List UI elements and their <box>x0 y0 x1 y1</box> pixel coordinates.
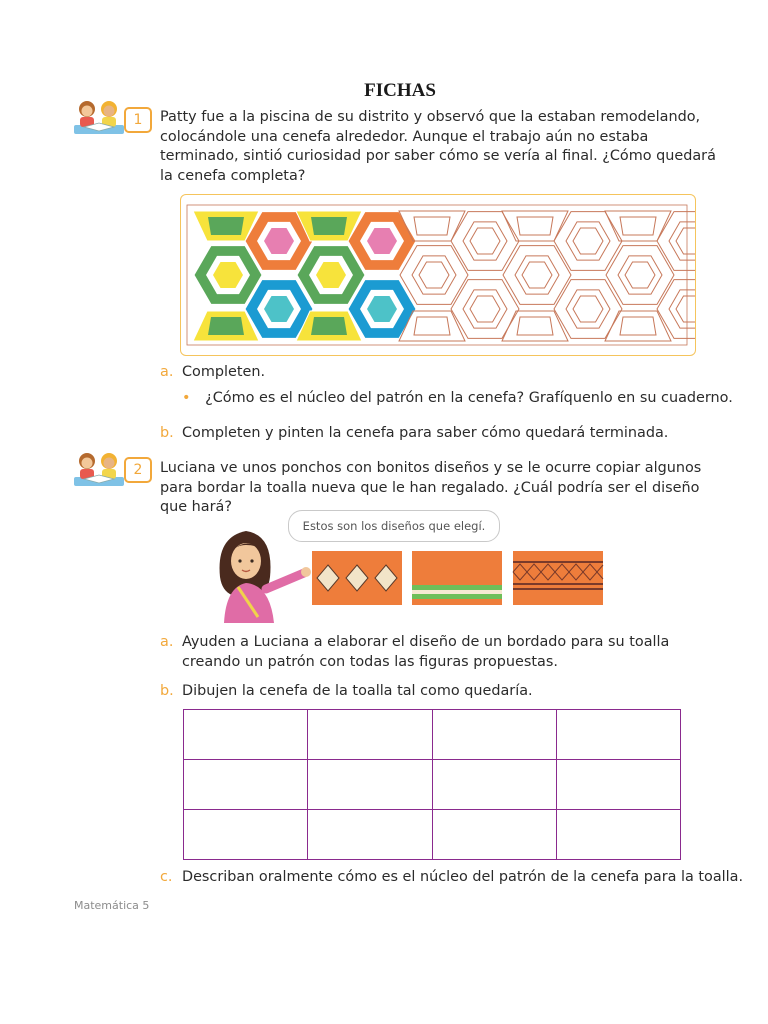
hexagon <box>451 280 519 339</box>
trapezoid-inner <box>414 217 450 235</box>
problem1-statement: Patty fue a la piscina de su distrito y observó que la estaban remodelando, colocándole una cenefa alrededor. Aunque el trabajo aún no estaba terminado, sintió curiosidad por saber cómo se vería al final. ¿Cómo quedará la cenefa completa? <box>160 109 716 184</box>
bullet-icon: • <box>182 390 191 406</box>
trapezoid-inner <box>208 317 244 335</box>
hexagon-center <box>419 262 449 288</box>
hexagon-center <box>522 262 552 288</box>
pool-border-pattern <box>180 194 696 356</box>
hexagon <box>606 246 674 305</box>
grid-row <box>184 710 681 760</box>
grid-cell[interactable] <box>432 810 556 860</box>
trapezoid-inner <box>517 217 553 235</box>
trapezoid-inner <box>620 317 656 335</box>
item-letter: a. <box>160 634 174 650</box>
grid-row <box>184 810 681 860</box>
hexagon <box>554 280 622 339</box>
children-reading-icon <box>72 97 126 137</box>
item-1b <box>160 424 668 444</box>
item-1a-bullet <box>182 389 733 409</box>
speech-bubble: Estos son los diseños que elegí. <box>288 510 500 542</box>
item-2b <box>160 682 533 702</box>
item-2a <box>160 633 720 672</box>
hexagon-center <box>470 296 500 322</box>
grid-row <box>184 760 681 810</box>
grid-cell[interactable] <box>184 760 308 810</box>
grid-cell[interactable] <box>308 760 432 810</box>
problem-number-badge: 1 <box>124 107 152 133</box>
item-text: Ayuden a Luciana a elaborar el diseño de un bordado para su toalla creando un patrón con todas las figuras propuestas. <box>182 634 670 670</box>
drawing-grid <box>183 709 681 860</box>
trapezoid-inner <box>414 317 450 335</box>
design-diamonds <box>312 551 402 605</box>
hexagon <box>554 212 622 271</box>
problem2-statement: Luciana ve unos ponchos con bonitos diseños y se le ocurre copiar algunos para bordar la toalla nueva que le han regalado. ¿Cuál podría ser el diseño que hará? <box>160 460 702 515</box>
hexagon-center <box>470 228 500 254</box>
hexagon <box>451 212 519 271</box>
trapezoid <box>502 211 568 241</box>
bullet-text: ¿Cómo es el núcleo del patrón en la cenefa? Grafíquenlo en su cuaderno. <box>205 390 733 406</box>
cenefa-drawing <box>181 195 695 355</box>
hexagon-center <box>676 296 695 322</box>
item-text: Describan oralmente cómo es el núcleo del patrón de la cenefa para la toalla. <box>182 869 744 885</box>
item-letter: c. <box>160 869 173 885</box>
grid-cell[interactable] <box>308 810 432 860</box>
hexagon <box>400 246 468 305</box>
hexagon <box>503 246 571 305</box>
problem-number-badge: 2 <box>124 457 152 483</box>
children-reading-icon <box>72 449 126 489</box>
item-text: Completen. <box>182 364 266 380</box>
item-text: Completen y pinten la cenefa para saber cómo quedará terminada. <box>182 425 669 441</box>
item-letter: a. <box>160 364 174 380</box>
grid-cell[interactable] <box>184 710 308 760</box>
item-text: Dibujen la cenefa de la toalla tal como quedaría. <box>182 683 533 699</box>
design-stripes <box>412 551 502 605</box>
grid-cell[interactable] <box>432 760 556 810</box>
grid-cell[interactable] <box>308 710 432 760</box>
hexagon-center <box>573 228 603 254</box>
grid-cell[interactable] <box>184 810 308 860</box>
grid-cell[interactable] <box>556 810 680 860</box>
page-footer: Matemática 5 <box>74 899 150 912</box>
item-letter: b. <box>160 425 174 441</box>
trapezoid-inner <box>517 317 553 335</box>
page-title: FICHAS <box>364 80 436 101</box>
hexagon-center <box>573 296 603 322</box>
grid-cell[interactable] <box>432 710 556 760</box>
hexagon-center <box>676 228 695 254</box>
item-2c <box>160 868 743 888</box>
design-zigzag <box>513 551 603 605</box>
trapezoid-inner <box>620 217 656 235</box>
trapezoid-inner <box>311 317 347 335</box>
item-letter: b. <box>160 683 174 699</box>
grid-cell[interactable] <box>556 710 680 760</box>
item-1a <box>160 363 265 383</box>
trapezoid-inner <box>208 217 244 235</box>
trapezoid <box>605 211 671 241</box>
grid-cell[interactable] <box>556 760 680 810</box>
trapezoid-inner <box>311 217 347 235</box>
hexagon-center <box>625 262 655 288</box>
girl-figure <box>220 531 311 623</box>
